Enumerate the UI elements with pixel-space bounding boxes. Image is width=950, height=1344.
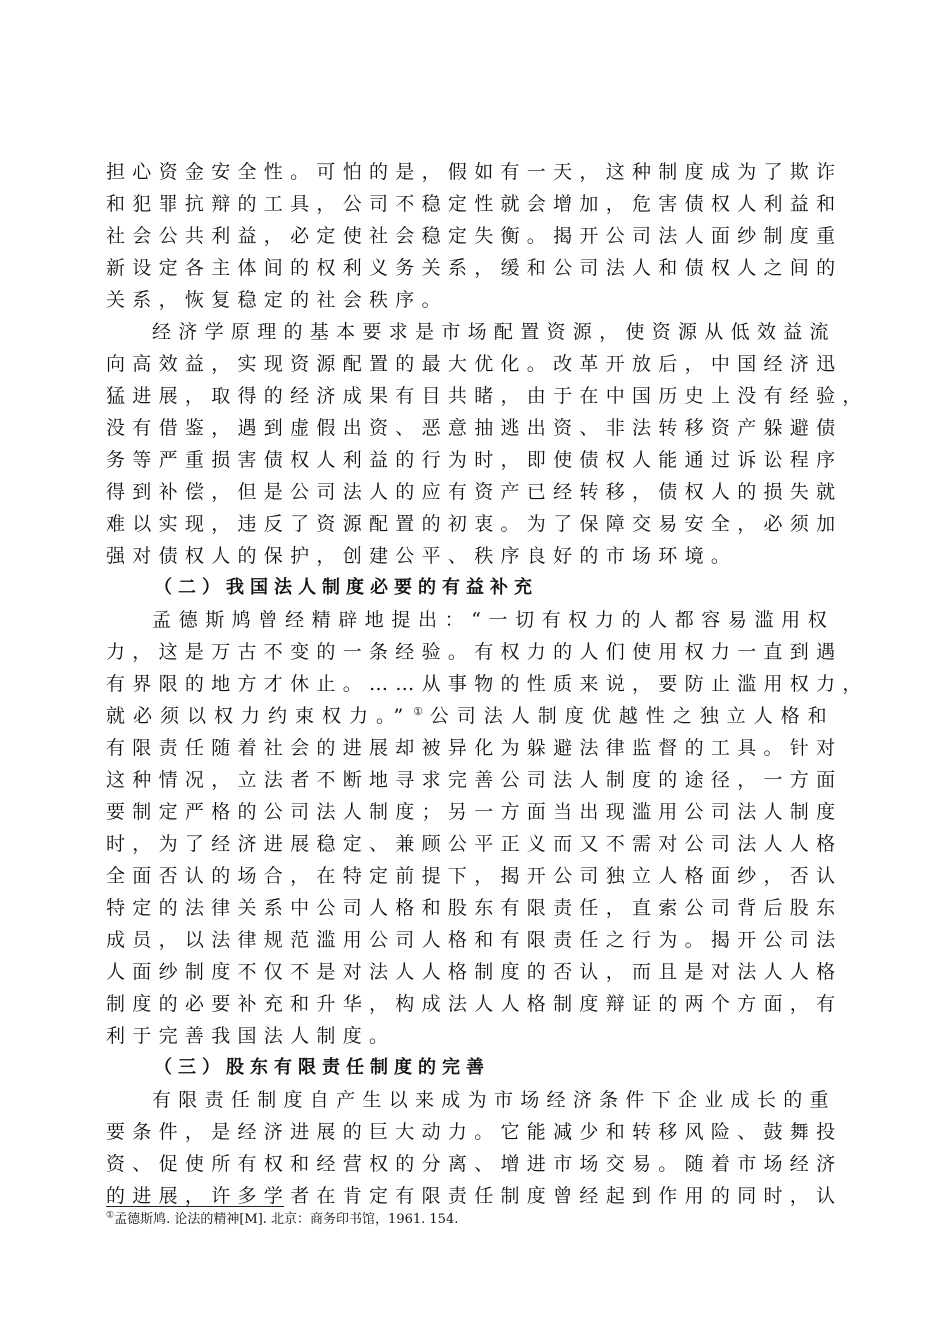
- body-text: [106, 156, 869, 1212]
- text-line: 要条件，是经济进展的巨大动力。它能减少和转移风险、鼓舞投: [106, 1121, 843, 1143]
- text-continuation: 公司法人制度优越性之独立人格和: [429, 705, 834, 727]
- text-line: 猛进展，取得的经济成果有目共睹，由于在中国历史上没有经验，: [106, 385, 869, 407]
- text-line: 担心资金安全性。可怕的是，假如有一天，这种制度成为了欺诈: [106, 161, 843, 183]
- footnote-divider: [106, 1206, 284, 1207]
- text-line: 新设定各主体间的权利义务关系，缓和公司法人和债权人之间的: [106, 257, 843, 279]
- text-line: 得到补偿，但是公司法人的应有资产已经转移，债权人的损失就: [106, 481, 843, 503]
- text-line: 务等严重损害债权人利益的行为时，即使债权人能通过诉讼程序: [106, 449, 843, 471]
- footnote: [106, 1210, 458, 1230]
- text-line: 这种情况，立法者不断地寻求完善公司法人制度的途径，一方面: [106, 769, 843, 791]
- paragraph-first-line: 孟德斯鸠曾经精辟地提出：“一切有权力的人都容易滥用权: [152, 609, 834, 631]
- text-line: 力，这是万古不变的一条经验。有权力的人们使用权力一直到遇: [106, 641, 843, 663]
- text-line: 没有借鉴，遇到虚假出资、恶意抽逃出资、非法转移资产躲避债: [106, 417, 843, 439]
- section-heading: （三）股东有限责任制度的完善: [154, 1057, 490, 1078]
- text-line: 向高效益，实现资源配置的最大优化。改革开放后，中国经济迅: [106, 353, 843, 375]
- text-line: 要制定严格的公司法人制度；另一方面当出现滥用公司法人制度: [106, 801, 843, 823]
- text-line: 社会公共利益，必定使社会稳定失衡。揭开公司法人面纱制度重: [106, 225, 843, 247]
- text-line: 利于完善我国法人制度。: [106, 1025, 396, 1047]
- text-line: 人面纱制度不仅不是对法人人格制度的否认，而且是对法人人格: [106, 961, 843, 983]
- text-line: 强对债权人的保护，创建公平、秩序良好的市场环境。: [106, 545, 738, 567]
- quote-end-text: 就必须以权力约束权力。”: [106, 705, 411, 727]
- text-line: 全面否认的场合，在特定前提下，揭开公司独立人格面纱，否认: [106, 865, 843, 887]
- footnote-reference[interactable]: ①: [412, 704, 424, 718]
- text-line: 有限责任随着社会的进展却被异化为躲避法律监督的工具。针对: [106, 737, 843, 759]
- paragraph-first-line: 有限责任制度自产生以来成为市场经济条件下企业成长的重: [152, 1089, 836, 1111]
- text-line: 和犯罪抗辩的工具，公司不稳定性就会增加，危害债权人利益和: [106, 193, 843, 215]
- text-line: 资、促使所有权和经营权的分离、增进市场交易。随着市场经济: [106, 1153, 843, 1175]
- footnote-mark: ①: [106, 1210, 115, 1221]
- paragraph-first-line: 经济学原理的基本要求是市场配置资源，使资源从低效益流: [152, 321, 836, 343]
- text-line: 关系，恢复稳定的社会秩序。: [106, 289, 448, 311]
- text-line: 有界限的地方才休止。……从事物的性质来说，要防止滥用权力，: [106, 673, 869, 695]
- text-line: 制度的必要补充和升华，构成法人人格制度辩证的两个方面，有: [106, 993, 843, 1015]
- text-line-with-footnote: [106, 700, 834, 732]
- text-line: 成员，以法律规范滥用公司人格和有限责任之行为。揭开公司法: [106, 929, 843, 951]
- footnote-text: 孟德斯鸠. 论法的精神[M]. 北京：商务印书馆，1961. 154.: [114, 1212, 459, 1227]
- text-line: 特定的法律关系中公司人格和股东有限责任，直索公司背后股东: [106, 897, 843, 919]
- text-line: 难以实现，违反了资源配置的初衷。为了保障交易安全，必须加: [106, 513, 843, 535]
- section-heading: （二）我国法人制度必要的有益补充: [154, 577, 538, 598]
- text-line: 时，为了经济进展稳定、兼顾公平正义而又不需对公司法人人格: [106, 833, 843, 855]
- text-line: 的进展，许多学者在肯定有限责任制度曾经起到作用的同时，认: [106, 1185, 843, 1207]
